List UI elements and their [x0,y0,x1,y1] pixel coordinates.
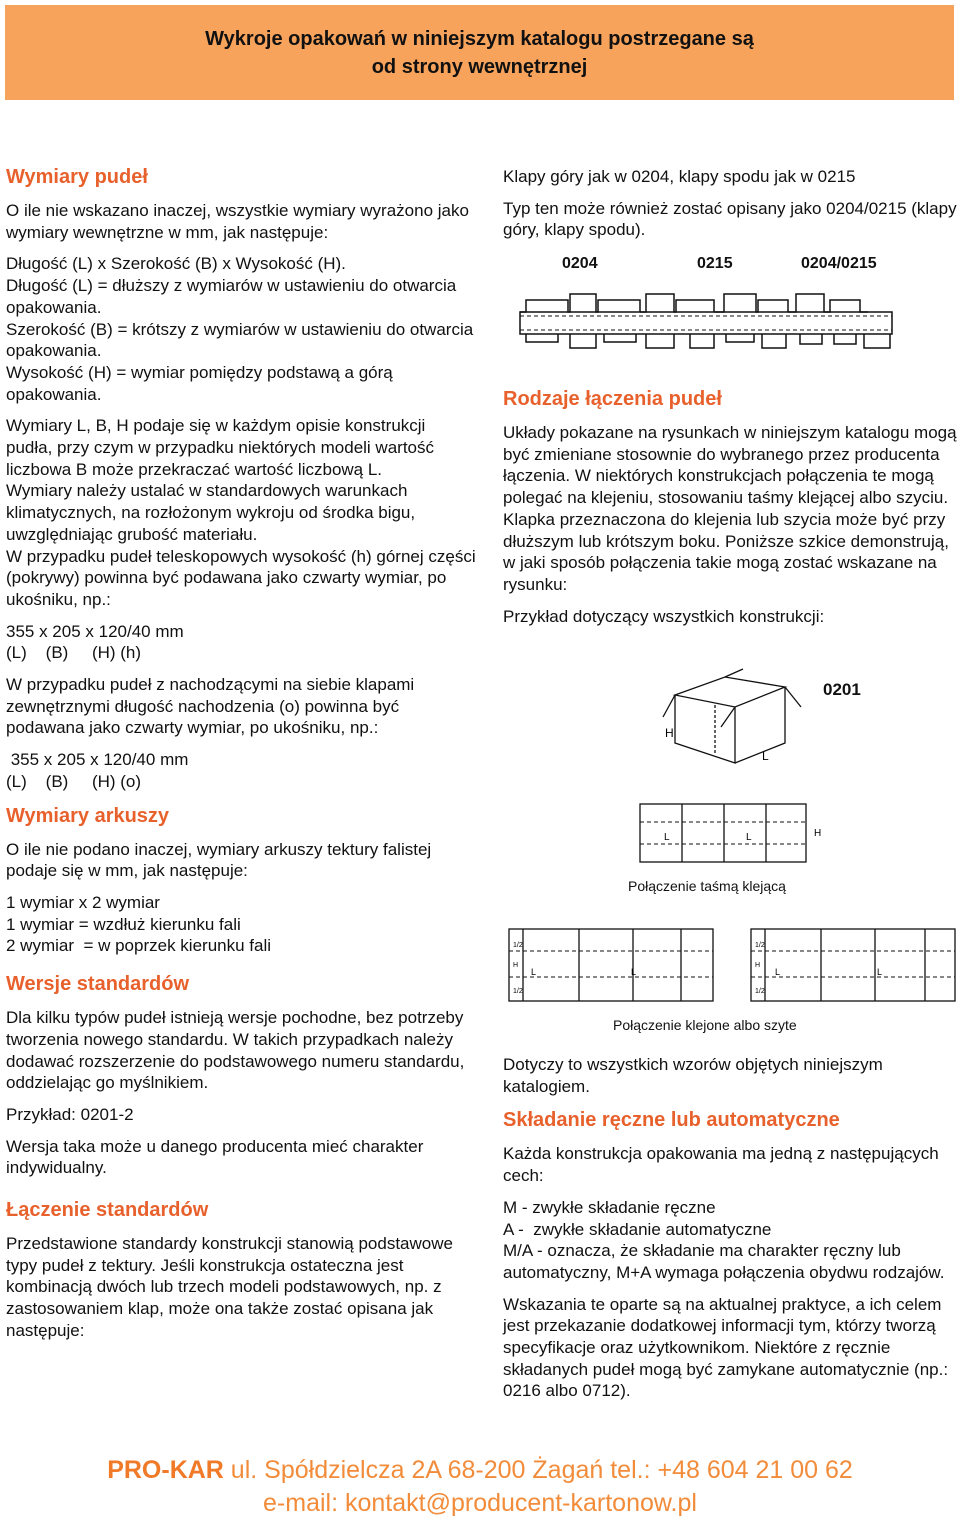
paragraph: Układy pokazane na rysunkach w niniejszym katalogu mogą być zmieniane stosownie do wybranego przez producenta łączenia. W niektórych konstrukcjach połączenia te mogą polegać na klejeniu, stosowaniu taśmy klejącej albo szyciu. Klapka przeznaczona do klejenia lub szycia może być przy dłuższym lub krótszym boku. Poniższe szkice demonstrują, w jaki sposób połączenia takie mogą zostać wskazane na rysunku: [503,423,957,594]
example-line: 355 x 205 x 120/40 mm [6,621,184,641]
flap-diagram [518,286,898,356]
code-0201: 0201 [823,680,861,699]
paragraph: O ile nie wskazano inaczej, wszystkie wymiary wyrażono jako wymiary wewnętrzne w mm, jak następuje: [6,201,469,242]
paragraph: Dotyczy to wszystkich wzorów objętych niniejszym katalogiem. [503,1055,883,1096]
glue-l-label: L [877,967,883,977]
example-line: 355 x 205 x 120/40 mm [6,750,189,770]
code-0215: 0215 [697,255,733,272]
list-item: M - zwykłe składanie ręczne [503,1197,716,1217]
tape-l1-label: L [664,832,670,843]
banner-line-1: Wykroje opakowań w niniejszym katalogu postrzegane są [205,27,754,50]
paragraph: O ile nie podano inaczej, wymiary arkuszy tektury falistej podaje się w mm, jak następuje: [6,839,432,881]
heading-wersje-standardow: Wersje standardów [6,973,190,996]
box-h-label: H [665,726,674,740]
box-3d-drawing [655,665,815,775]
header-banner [5,5,954,100]
caption-glue: Połączenie klejone albo szyte [613,1017,797,1033]
caption-tape: Połączenie taśmą klejącą [628,878,786,894]
glue-h-label: H [513,962,519,969]
paragraph: Typ ten może również zostać opisany jako 0204/0215 (klapy góry, klapy spodu). [503,198,957,240]
paragraph: Wymiary należy ustalać w standardowych warunkach klimatycznych, na rozłożonym wykroju od środka bigu, uwzględniając grubość materiału. [6,481,416,544]
heading-wymiary-arkuszy: Wymiary arkuszy [6,804,170,827]
list-item: M/A - oznacza, że składanie ma charakter ręczny lub automatyczny, M+A wymaga połączenia obydwu rodzajów. [503,1241,945,1282]
glue-half-label: 1/2 [755,988,765,995]
right-top-text [503,166,958,241]
paragraph: Przedstawione standardy konstrukcji stanowią podstawowe typy pudeł z tektury. Jeśli konstrukcja ostateczna jest kombinacją dwóch lub trzech modeli podstawowych, np. z zastosowaniem klap, może ona także zostać opisana jak następuje: [6,1234,453,1340]
heading-laczenie-standardow: Łączenie standardów [6,1199,209,1222]
right-mid-text [503,386,958,627]
right-bottom-text [503,1054,958,1402]
list-item: 1 wymiar x 2 wymiar [6,892,160,912]
tape-joint-diagram [638,800,828,870]
paragraph: W przypadku pudeł teleskopowych wysokość (h) górnej części (pokrywy) powinna być podawana jako czwarty wymiar, po ukośniku, np.: [6,546,476,609]
box-l-label: L [762,749,769,763]
paragraph: W przypadku pudeł z nachodzącymi na siebie klapami zewnętrznymi długość nachodzenia (o) powinna być podawana jako czwarty wymiar, po ukośniku, np.: [6,675,415,738]
heading-skladanie: Składanie ręczne lub automatyczne [503,1109,840,1132]
paragraph: Każda konstrukcja opakowania ma jedną z następujących cech: [503,1144,939,1186]
left-column [6,164,476,1342]
list-item: 1 wymiar = wzdłuż kierunku fali [6,914,241,934]
paragraph: Klapy góry jak w 0204, klapy spodu jak w 0215 [503,167,856,186]
paragraph: Wymiary L, B, H podaje się w każdym opisie konstrukcji pudła, przy czym w przypadku niektórych modeli wartość liczbowa B może przekraczać wartość liczbową L. [6,416,434,479]
glue-half-label: 1/2 [755,942,765,949]
fold-lines [520,316,892,330]
tape-l2-label: L [746,832,752,843]
glue-half-label: 1/2 [513,988,523,995]
footer-brand: PRO-KAR [107,1456,224,1484]
code-0204-0215: 0204/0215 [801,255,877,272]
example-line: (L) (B) (H) (o) [6,771,142,791]
footer-address-text: ul. Spółdzielcza 2A 68-200 Żagań tel.: +48 604 21 00 62 [223,1456,853,1484]
diagram-0204-part [520,294,892,348]
heading-rodzaje-laczenia: Rodzaje łączenia pudeł [503,388,722,410]
heading-wymiary-pudel: Wymiary pudeł [6,166,148,188]
glue-l-label: L [775,967,781,977]
glue-l-label: L [631,967,637,977]
footer-address [0,1456,960,1485]
paragraph: Długość (L) x Szerokość (B) x Wysokość (H). [6,254,346,274]
example-line: (L) (B) (H) (h) [6,643,142,663]
paragraph: Wskazania te oparte są na aktualnej praktyce, a ich celem jest przekazanie dodatkowej informacji tym, którzy tworzą specyfikacje oraz użytkownikom. Niektóre z ręcznie składanych pudeł mogą być zamykane automatycznie (np.: 0216 albo 0712). [503,1294,949,1401]
list-item: 2 wymiar = w poprzek kierunku fali [6,936,272,956]
glue-joint-diagram [505,925,960,1005]
tape-h-label: H [814,828,822,839]
paragraph: Przykład: 0201-2 [6,1104,134,1124]
paragraph: Przykład dotyczący wszystkich konstrukcji: [503,606,825,626]
glue-half-label: 1/2 [513,942,523,949]
list-item: A - zwykłe składanie automatyczne [503,1219,772,1239]
paragraph: Wersja taka może u danego producenta mieć charakter indywidualny. [6,1136,424,1178]
paragraph: Wysokość (H) = wymiar pomiędzy podstawą a górą opakowania. [6,362,393,404]
paragraph: Dla kilku typów pudeł istnieją wersje pochodne, bez potrzeby tworzenia nowego standardu. W takich przypadkach należy dodawać rozszerzenie do podstawowego numeru standardu, oddzielając go myślnikiem. [6,1008,465,1093]
paragraph: Długość (L) = dłuższy z wymiarów w ustawieniu do otwarcia opakowania. [6,276,457,317]
banner-line-2: od strony wewnętrznej [371,55,588,78]
glue-h-label: H [755,962,761,969]
code-0204: 0204 [562,255,598,272]
footer-email[interactable]: e-mail: kontakt@producent-kartonow.pl [263,1489,697,1517]
glue-l-label: L [531,967,537,977]
paragraph: Szerokość (B) = krótszy z wymiarów w ustawieniu do otwarcia opakowania. [6,319,474,361]
